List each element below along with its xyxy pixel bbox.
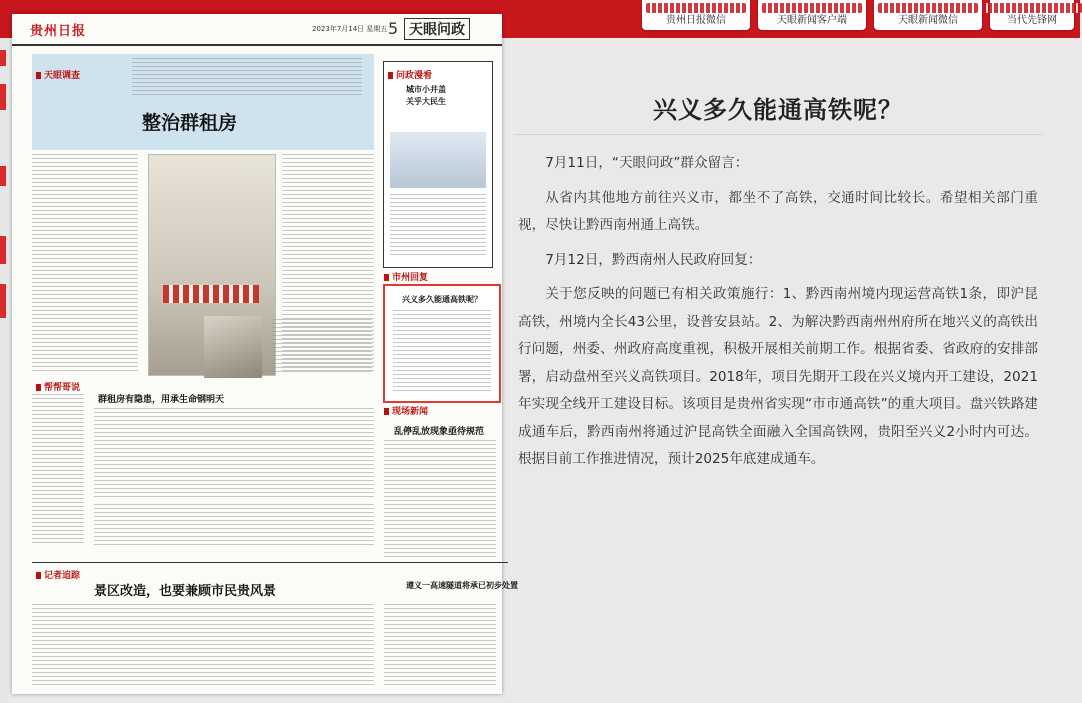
newspaper-masthead bbox=[12, 14, 502, 46]
logo-icon bbox=[646, 3, 746, 13]
title-divider bbox=[514, 134, 1042, 135]
headline-main: 整治群租房 bbox=[142, 112, 238, 134]
page-number: 5 bbox=[388, 19, 399, 38]
logo-icon bbox=[982, 3, 1082, 13]
section-label-scene: 现场新闻 bbox=[384, 404, 428, 417]
logo-icon bbox=[762, 3, 862, 13]
article-photo-secondary bbox=[204, 316, 262, 378]
article-paragraph: 7月11日，“天眼问政”群众留言： bbox=[545, 155, 749, 171]
headline-side-1: 群租房有隐患，用承生命钢明天 bbox=[98, 395, 225, 405]
headline-side-3: 遵义一高速隧道将承已初步处置 bbox=[406, 580, 518, 590]
article-paragraph: 从省内其他地方前往兴义市，都坐不了高铁，交通时间比较长。希望相关部门重视，尽快让黔西南州通上高铁。 bbox=[518, 189, 1038, 233]
newspaper-page-image[interactable] bbox=[12, 14, 518, 694]
article-body bbox=[518, 150, 1038, 484]
headline-side-2: 景区改造，也要兼顾市民贵风景 bbox=[94, 584, 277, 599]
left-edge-strip bbox=[0, 38, 8, 703]
cartoon-subtitle-1: 城市小井盖 bbox=[406, 84, 446, 94]
headline-scene: 乱停乱放现象亟待规范 bbox=[394, 427, 485, 437]
section-label-state-reply: 市州回复 bbox=[384, 270, 428, 283]
header-link-dangdai-xianfeng[interactable]: 当代先锋网 bbox=[990, 0, 1074, 30]
newspaper-brand: 贵州日报 bbox=[30, 24, 87, 39]
header-link-tianyan-app[interactable]: 天眼新闻客户端 bbox=[758, 0, 866, 30]
header-link-guizhou-daily-wechat[interactable]: 贵州日报微信 bbox=[642, 0, 750, 30]
highlighted-reply-box[interactable] bbox=[383, 284, 501, 403]
article-paragraph: 关于您反映的问题已有相关政策施行：1、黔西南州境内现运营高铁1条，即沪昆高铁，州境内全长43公里，设普安县站。2、为解决黔西南州州府所在地兴义的高铁出行问题，州委、州政府高度重视，积极开展相关前期工作。根据省委、省政府的安排部署，启动盘州至兴义高铁项目。2018年，项目先期开工段在兴义境内开工建设，2021年实现全线开工建设目标。该项目是贵州省实现“市市通高铁”的重大项目。盘兴铁路建成通车后，黔西南州将通过沪昆高铁全面融入全国高铁网，贵阳至兴义2小时内可达。根据目前工作推进情况，预计2025年底建成通车。 bbox=[518, 286, 1038, 467]
header-link-group bbox=[642, 0, 1080, 34]
article-title: 兴义多久能通高铁呢？ bbox=[653, 96, 903, 124]
logo-icon bbox=[878, 3, 978, 13]
header-link-tianyan-wechat[interactable]: 天眼新闻微信 bbox=[874, 0, 982, 30]
section-label-wenhou: 问政漫看 bbox=[388, 68, 432, 81]
page-section-name: 天眼问政 bbox=[404, 18, 470, 40]
section-label-survey: 天眼调查 bbox=[36, 68, 80, 81]
newspaper-date: 2023年7月14日 星期五 bbox=[312, 25, 388, 33]
article bbox=[514, 38, 1042, 130]
cartoon-subtitle-2: 关乎大民生 bbox=[406, 96, 446, 106]
article-paragraph: 7月12日，黔西南州人民政府回复： bbox=[545, 251, 762, 268]
cartoon-illustration bbox=[390, 132, 486, 188]
section-label-interview: 记者追踪 bbox=[36, 568, 80, 581]
highlighted-reply-title: 兴义多久能通高铁呢？ bbox=[402, 294, 482, 304]
section-label-help: 帮帮哥说 bbox=[36, 380, 80, 393]
cartoon-box bbox=[383, 61, 493, 268]
